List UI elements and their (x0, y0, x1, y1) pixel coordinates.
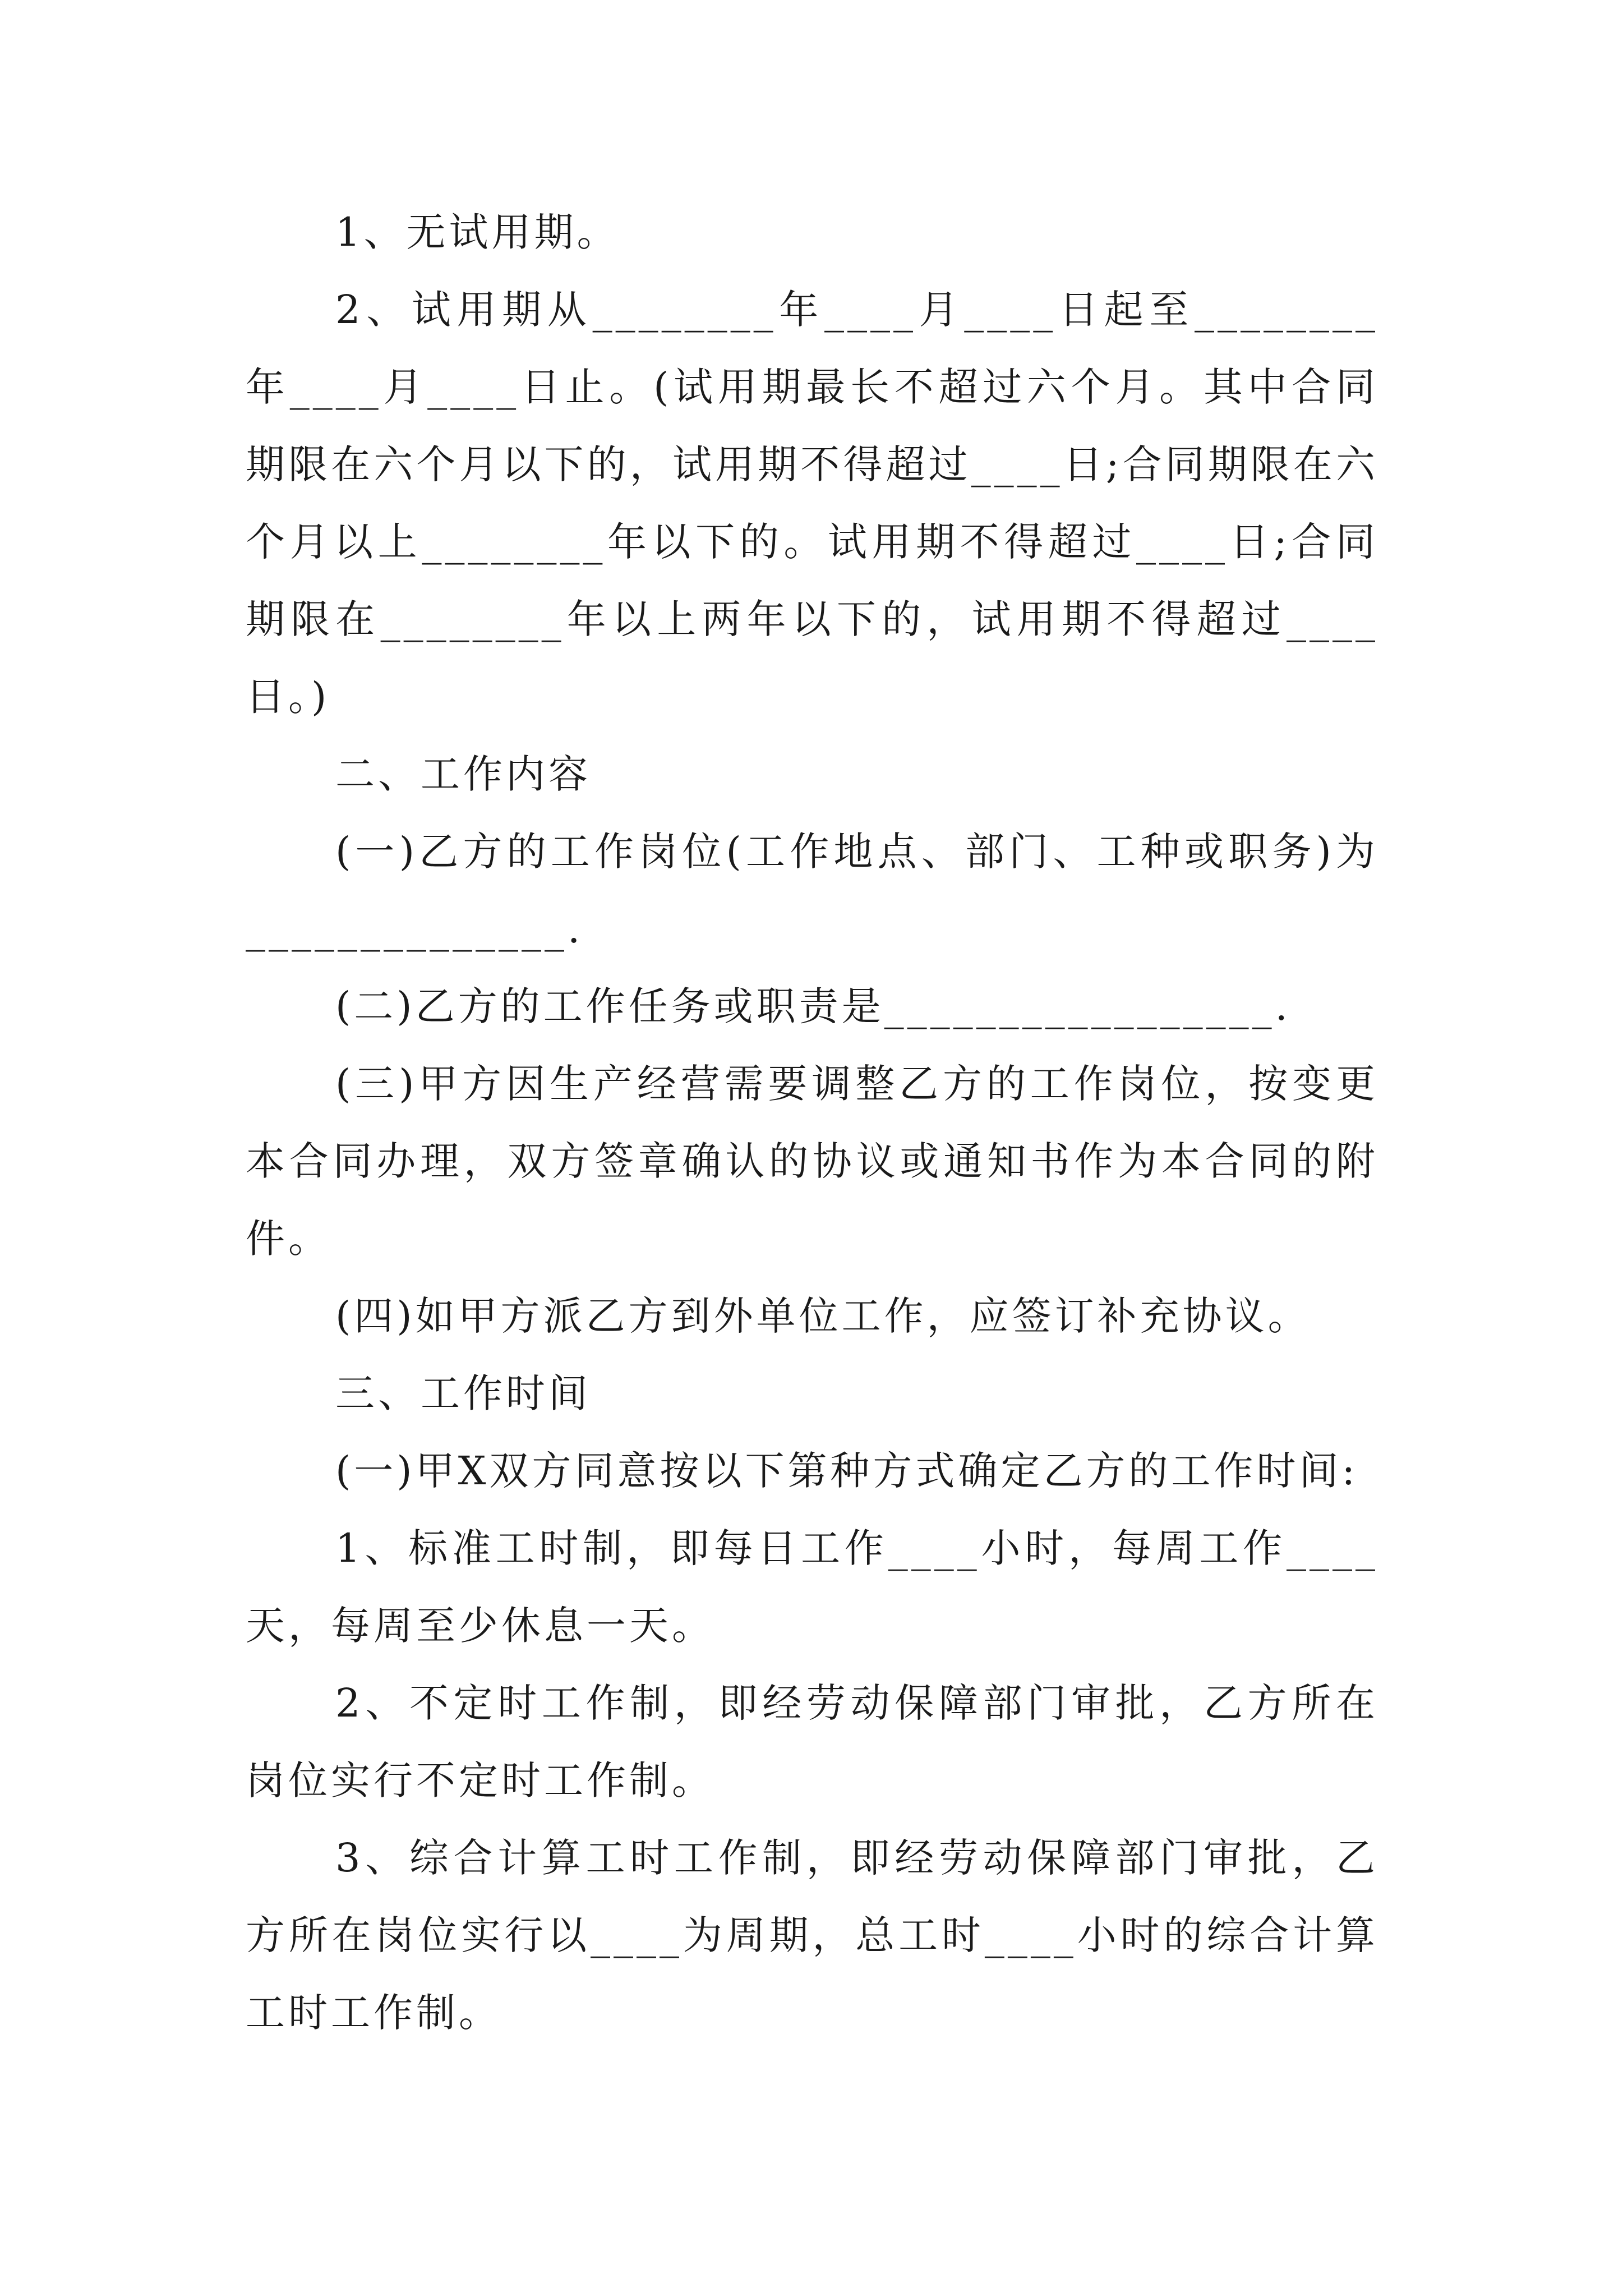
paragraph-standard-hours: 1、标准工时制，即每日工作____小时，每周工作____天，每周至少休息一天。 (246, 1525, 1378, 1649)
paragraph-comprehensive-hours: 3、综合计算工时工作制，即经劳动保障部门审批，乙方所在岗位实行以____为周期，总工时____小时的综合计算工时工作制。 (246, 1835, 1378, 2036)
section-heading-work-content: 二、工作内容 (335, 751, 591, 797)
paragraph-work-post: (一)乙方的工作岗位(工作地点、部门、工种或职务)为______________. (246, 829, 1378, 952)
paragraph-flexible-hours: 2、不定时工作制，即经劳动保障部门审批，乙方所在岗位实行不定时工作制。 (246, 1680, 1378, 1803)
section-heading-work-time: 三、工作时间 (335, 1370, 591, 1416)
paragraph-no-probation: 1、无试用期。 (335, 209, 620, 255)
paragraph-post-adjustment: (三)甲方因生产经营需要调整乙方的工作岗位，按变更本合同办理，双方签章确认的协议或通知书作为本合同的附件。 (246, 1061, 1378, 1262)
paragraph-work-duties: (二)乙方的工作任务或职责是_________________. (335, 983, 1291, 1029)
document-body (246, 194, 1378, 2051)
paragraph-external-assignment: (四)如甲方派乙方到外单位工作，应签订补充协议。 (335, 1293, 1311, 1339)
paragraph-work-time-method: (一)甲X双方同意按以下第种方式确定乙方的工作时间: (335, 1448, 1359, 1494)
paragraph-probation-period: 2、试用期从________年____月____日起至________年____月____日止。(试用期最长不超过六个月。其中合同期限在六个月以下的，试用期不得超过____日;合同期限在六个月以上________年以下的。试用期不得超过____日;合同期限在________年以上两年以下的，试用期不得超过____日。) (246, 287, 1378, 720)
